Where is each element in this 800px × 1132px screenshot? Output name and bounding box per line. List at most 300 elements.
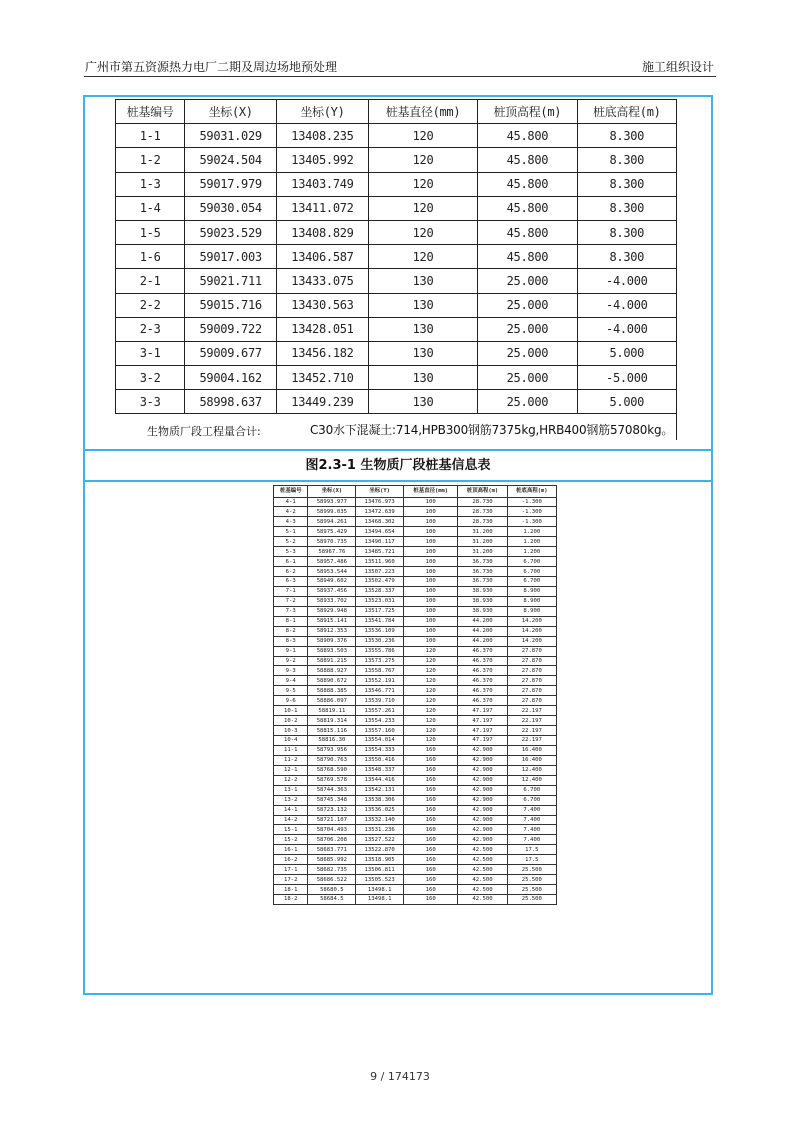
table-cell: 42.900 [458,785,507,795]
table-cell: 13505.523 [356,875,404,885]
table-cell: 16.400 [507,755,556,765]
table-row [274,865,557,875]
table-cell: 27.870 [507,676,556,686]
table-cell: 42.500 [458,865,507,875]
table-cell: 36.730 [458,557,507,567]
table-cell: 38.930 [458,596,507,606]
table-cell: 1-2 [116,148,185,172]
table-cell: 13542.131 [356,785,404,795]
table-cell: 120 [404,686,458,696]
table-cell: 120 [368,245,477,269]
table-cell: 1-4 [116,196,185,220]
table-row [274,537,557,547]
table-cell: 120 [404,726,458,736]
table-cell: 8.300 [577,196,676,220]
table-cell: 13468.302 [356,517,404,527]
table-cell: 100 [404,537,458,547]
table-cell: 120 [368,220,477,244]
table-cell: 12.400 [507,765,556,775]
table-cell: 58888.385 [308,686,356,696]
header-section: 施工组织设计 [641,60,714,74]
table-cell: 58909.376 [308,636,356,646]
table-cell: 160 [404,895,458,905]
table-cell: 42.900 [458,795,507,805]
table-cell: 13494.654 [356,527,404,537]
table-cell: 13507.223 [356,567,404,577]
table-cell: 13550.416 [356,755,404,765]
table-cell: 13502.479 [356,577,404,587]
table-cell: 58937.456 [308,586,356,596]
table-cell: 13506.811 [356,865,404,875]
table-cell: 13523.031 [356,596,404,606]
table-row [274,845,557,855]
table-cell: 15-1 [274,825,308,835]
table-cell: 160 [404,745,458,755]
table-row [274,736,557,746]
table-cell: 58886.097 [308,696,356,706]
table-cell: 25.000 [478,293,577,317]
table-row [274,855,557,865]
table-cell: 31.200 [458,537,507,547]
table-row [116,220,677,244]
table-cell: 5-1 [274,527,308,537]
table-cell: 13544.416 [356,775,404,785]
table-cell: 12-1 [274,765,308,775]
table-cell: 13-1 [274,785,308,795]
table-cell: 7.400 [507,825,556,835]
table-row [274,755,557,765]
table-cell: 4-1 [274,497,308,507]
table-cell: 58685.992 [308,855,356,865]
table-cell: 160 [404,815,458,825]
table-row [274,606,557,616]
table-row [274,567,557,577]
table-row [116,245,677,269]
table-cell: 13557.160 [356,726,404,736]
table-cell: 6-3 [274,577,308,587]
table-row [274,745,557,755]
column-header: 坐标(X) [308,486,356,498]
table-row [274,885,557,895]
content-frame [83,95,713,995]
table-cell: 42.900 [458,765,507,775]
table-row [274,825,557,835]
table-cell: 13541.784 [356,616,404,626]
table-cell: 58744.363 [308,785,356,795]
table-cell: 22.197 [507,726,556,736]
table-cell: 120 [404,656,458,666]
table-cell: 31.200 [458,547,507,557]
table-row [274,656,557,666]
table-cell: 13449.239 [277,390,369,414]
table-cell: 7-1 [274,586,308,596]
table-cell: 45.800 [478,148,577,172]
table-cell: 25.500 [507,865,556,875]
table-cell: 1.200 [507,547,556,557]
table-cell: 13490.117 [356,537,404,547]
section-divider [85,449,711,451]
table-cell: 42.500 [458,895,507,905]
table-cell: 12-2 [274,775,308,785]
table-cell: 45.800 [478,245,577,269]
table-cell: 42.900 [458,805,507,815]
table-cell: 14-1 [274,805,308,815]
table-cell: 58967.76 [308,547,356,557]
table-cell: 8.300 [577,220,676,244]
table-cell: 31.200 [458,527,507,537]
table-cell: -4.000 [577,293,676,317]
table-cell: 17.5 [507,855,556,865]
table-cell: 58704.493 [308,825,356,835]
column-header: 坐标(X) [185,100,277,124]
table-row [116,366,677,390]
table-cell: 1-6 [116,245,185,269]
table-cell: 46.370 [458,686,507,696]
table-cell: 59015.716 [185,293,277,317]
column-header: 桩基直径(mm) [404,486,458,498]
table-cell: 100 [404,586,458,596]
header-divider [84,76,716,77]
table-cell: 13485.721 [356,547,404,557]
table-cell: 1-3 [116,172,185,196]
table-cell: 59009.722 [185,317,277,341]
table-cell: 58912.353 [308,626,356,636]
table-cell: 7.400 [507,815,556,825]
table-cell: 58890.672 [308,676,356,686]
table-cell: 18-2 [274,895,308,905]
table-cell: 25.500 [507,875,556,885]
table-row [274,895,557,905]
table-cell: 8.900 [507,596,556,606]
table-row [116,341,677,365]
table-row [274,557,557,567]
table-cell: 17-1 [274,865,308,875]
table-cell: 17.5 [507,845,556,855]
table-cell: 13-2 [274,795,308,805]
table-cell: 58949.602 [308,577,356,587]
table-cell: 27.870 [507,646,556,656]
column-header: 桩底高程(m) [507,486,556,498]
table-cell: 120 [368,148,477,172]
table-cell: 120 [404,696,458,706]
table-cell: 13408.235 [277,124,369,148]
table-cell: 100 [404,507,458,517]
table-cell: 58721.107 [308,815,356,825]
table-cell: 13536.025 [356,805,404,815]
table-cell: 120 [404,676,458,686]
table-cell: 9-5 [274,686,308,696]
table-cell: 13472.639 [356,507,404,517]
table-row [274,726,557,736]
table-cell: 13517.725 [356,606,404,616]
table-cell: 58819.314 [308,716,356,726]
page-number: 9 / 174173 [370,1070,430,1083]
table-cell: 58957.486 [308,557,356,567]
table-cell: 47.197 [458,706,507,716]
table-cell: 27.870 [507,686,556,696]
table-cell: 58793.956 [308,745,356,755]
table-cell: 13476.973 [356,497,404,507]
column-header: 坐标(Y) [277,100,369,124]
table-cell: 100 [404,626,458,636]
table-cell: 100 [404,616,458,626]
table-row [274,547,557,557]
table-cell: 13532.140 [356,815,404,825]
table-cell: 16.400 [507,745,556,755]
table-cell: 27.870 [507,656,556,666]
table-cell: 7-3 [274,606,308,616]
table-cell: 130 [368,293,477,317]
table-row [116,293,677,317]
table-row [274,527,557,537]
table-cell: 4-2 [274,507,308,517]
table-row [116,196,677,220]
table-cell: 59024.504 [185,148,277,172]
table-cell: 42.900 [458,745,507,755]
table-cell: 13518.905 [356,855,404,865]
table-cell: 58683.771 [308,845,356,855]
table-cell: 9-3 [274,666,308,676]
table-cell: 130 [368,269,477,293]
table-cell: 58686.522 [308,875,356,885]
table-cell: 2-2 [116,293,185,317]
table-cell: 28.730 [458,507,507,517]
column-header: 桩基编号 [116,100,185,124]
table-cell: 13554.233 [356,716,404,726]
table-cell: 8.300 [577,124,676,148]
table-cell: 4-3 [274,517,308,527]
table-cell: 13548.337 [356,765,404,775]
table-cell: 2-3 [116,317,185,341]
table-cell: 6.700 [507,795,556,805]
table-cell: 160 [404,855,458,865]
table-cell: 47.197 [458,716,507,726]
table-cell: 130 [368,317,477,341]
table-cell: 9-2 [274,656,308,666]
table-cell: 58915.141 [308,616,356,626]
table-cell: 47.197 [458,736,507,746]
table-cell: 58999.035 [308,507,356,517]
table-cell: 58994.261 [308,517,356,527]
table-cell: 59021.711 [185,269,277,293]
table-cell: 46.370 [458,666,507,676]
table-row [116,124,677,148]
table-cell: 160 [404,765,458,775]
table-cell: 13557.261 [356,706,404,716]
table-cell: 58768.590 [308,765,356,775]
table-row [116,148,677,172]
column-header: 桩底高程(m) [577,100,676,124]
table-row [274,666,557,676]
table-cell: 13528.337 [356,586,404,596]
table-cell: 58706.208 [308,835,356,845]
table-row [274,875,557,885]
table-cell: 58970.735 [308,537,356,547]
table-cell: 9-1 [274,646,308,656]
table-cell: 13558.767 [356,666,404,676]
table-cell: 46.370 [458,656,507,666]
table-cell: 46.370 [458,696,507,706]
table-cell: 13530.236 [356,636,404,646]
table-cell: 1.200 [507,527,556,537]
table-cell: 42.900 [458,755,507,765]
table-cell: 11-2 [274,755,308,765]
table-cell: 18-1 [274,885,308,895]
table-row [274,795,557,805]
table-cell: 12.400 [507,775,556,785]
table-cell: 17-2 [274,875,308,885]
table-cell: 1-5 [116,220,185,244]
table-cell: 58682.735 [308,865,356,875]
table-cell: -5.000 [577,366,676,390]
table-cell: 58929.948 [308,606,356,616]
table-cell: 10-1 [274,706,308,716]
table-cell: 13406.587 [277,245,369,269]
table-cell: 58815.116 [308,726,356,736]
table-cell: 22.197 [507,716,556,726]
table-cell: 6.700 [507,567,556,577]
table-cell: 25.000 [478,366,577,390]
table-cell: 45.800 [478,196,577,220]
table-cell: 13430.563 [277,293,369,317]
table-cell: 58790.763 [308,755,356,765]
table-cell: 42.900 [458,825,507,835]
table-cell: -4.000 [577,317,676,341]
column-header: 桩顶高程(m) [458,486,507,498]
table-cell: 13531.236 [356,825,404,835]
table-cell: 14-2 [274,815,308,825]
table-cell: 14.200 [507,616,556,626]
table-cell: 130 [368,366,477,390]
table-cell: 100 [404,557,458,567]
table-cell: 44.200 [458,616,507,626]
column-header: 坐标(Y) [356,486,404,498]
table-cell: 25.000 [478,341,577,365]
table-row [274,626,557,636]
table-cell: 13498.1 [356,895,404,905]
table-cell: 25.500 [507,895,556,905]
table-cell: 13552.191 [356,676,404,686]
table-cell: 13433.075 [277,269,369,293]
table-cell: 8.300 [577,148,676,172]
table-cell: 7.400 [507,835,556,845]
table-cell: 100 [404,547,458,557]
table-cell: 6-2 [274,567,308,577]
table-cell: 46.370 [458,676,507,686]
table-cell: 6-1 [274,557,308,567]
table-row [274,805,557,815]
table-cell: 22.197 [507,706,556,716]
quantity-total-text: C30水下混凝土:714,HPB300钢筋7375kg,HRB400钢筋57080kg。 [310,423,674,437]
table-cell: 13546.771 [356,686,404,696]
table-cell: 16-2 [274,855,308,865]
table-cell: 6.700 [507,785,556,795]
table-row [274,517,557,527]
table-cell: 42.900 [458,815,507,825]
table-cell: -1.300 [507,507,556,517]
table-cell: 58933.702 [308,596,356,606]
table-row [274,765,557,775]
table-cell: 10-4 [274,736,308,746]
table-cell: 120 [404,706,458,716]
column-header: 桩基编号 [274,486,308,498]
table-cell: 9-4 [274,676,308,686]
table-cell: 59009.677 [185,341,277,365]
table-cell: -1.300 [507,497,556,507]
table-row [116,390,677,414]
table-cell: 8.900 [507,586,556,596]
table-row [274,696,557,706]
table-cell: 7.400 [507,805,556,815]
table-cell: 13411.072 [277,196,369,220]
quantity-total-label: 生物质厂段工程量合计: [147,425,261,438]
table-cell: 100 [404,497,458,507]
table-cell: 59023.529 [185,220,277,244]
table-row [116,269,677,293]
table-cell: 58891.215 [308,656,356,666]
table-cell: 160 [404,845,458,855]
table-cell: 58993.977 [308,497,356,507]
table-cell: 59017.979 [185,172,277,196]
table-cell: 160 [404,885,458,895]
table-cell: 47.197 [458,726,507,736]
table-cell: 100 [404,567,458,577]
table-cell: 5.000 [577,390,676,414]
table-cell: 58723.132 [308,805,356,815]
table-cell: 11-1 [274,745,308,755]
pile-table-biomass [115,99,677,440]
table-cell: 28.730 [458,497,507,507]
table-cell: 160 [404,865,458,875]
column-header: 桩顶高程(m) [478,100,577,124]
table-cell: 160 [404,805,458,815]
table-cell: 42.500 [458,855,507,865]
table-cell: 25.000 [478,390,577,414]
table-row [274,596,557,606]
table-cell: 58953.544 [308,567,356,577]
table-cell: 58819.11 [308,706,356,716]
table-cell: 13573.275 [356,656,404,666]
table-cell: 130 [368,341,477,365]
table-cell: 13452.710 [277,366,369,390]
table-cell: 13403.749 [277,172,369,196]
header-title: 广州市第五资源热力电厂二期及周边场地预处理 [85,60,338,74]
table-row [274,775,557,785]
table-cell: 160 [404,825,458,835]
table-cell: 58893.503 [308,646,356,656]
column-header: 桩基直径(mm) [368,100,477,124]
table-cell: 42.900 [458,775,507,785]
table-cell: 46.370 [458,646,507,656]
table-row [274,586,557,596]
table-cell: 130 [368,390,477,414]
table-cell: 3-1 [116,341,185,365]
table-cell: 5-3 [274,547,308,557]
table-row [116,317,677,341]
table-cell: 120 [404,716,458,726]
table-cell: 42.500 [458,875,507,885]
table-cell: 120 [368,124,477,148]
table-row [274,577,557,587]
table-cell: 14.200 [507,636,556,646]
table-cell: 27.870 [507,666,556,676]
table-cell: 3-3 [116,390,185,414]
table-cell: 58888.927 [308,666,356,676]
table-cell: 100 [404,527,458,537]
table-cell: 36.730 [458,567,507,577]
table-cell: 58684.5 [308,895,356,905]
table-cell: 14.200 [507,626,556,636]
